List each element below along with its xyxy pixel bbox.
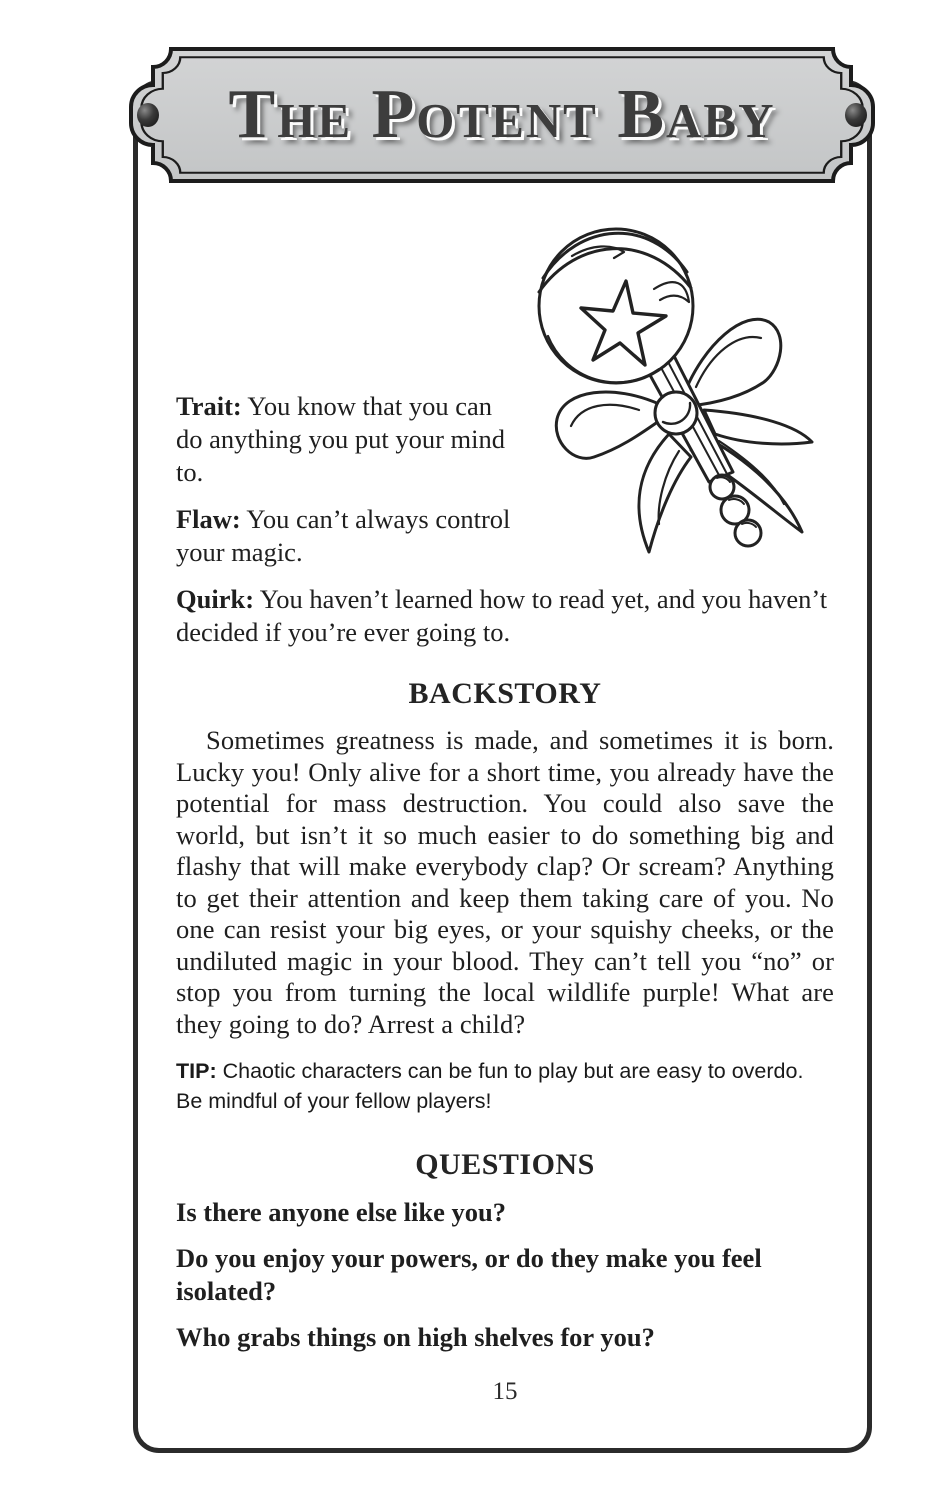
title-plaque	[118, 45, 886, 185]
question-item: Do you enjoy your powers, or do they make you feel isolated?	[176, 1243, 762, 1306]
rivet-left-icon	[137, 103, 159, 127]
ribbon-tail-down-left	[639, 434, 691, 552]
content-column	[176, 190, 834, 1367]
ribbon-tail-right-horn	[704, 410, 812, 444]
trait-label: Trait:	[176, 391, 242, 421]
trait-text: You know that you can do anything you put your mind to.	[176, 391, 506, 487]
page-title: The Potent Baby	[228, 76, 776, 153]
page-number: 15	[492, 1378, 518, 1405]
bow-knot	[655, 392, 697, 434]
rattle-illustration	[534, 214, 834, 562]
tip-text: Chaotic characters can be fun to play but are easy to overdo. Be mindful of your fellow players!	[176, 1059, 804, 1113]
backstory-paragraph: Sometimes greatness is made, and sometimes it is born. Lucky you! Only alive for a short time, you already have the potential for mass destruction. You could also save the world, but isn’t it so much easier to do something big and flashy that will make everybody clap? Or scream? Anything to get their attention and keep them taking care of you. No one can resist your big eyes, or your squishy cheeks, or the undiluted magic in your blood. They can’t tell you “no” or stop you from turning the local wildlife purple! What are they going to do? Arrest a child?	[176, 725, 834, 1039]
tip-label: TIP:	[176, 1059, 217, 1083]
rivet-right-icon	[845, 103, 867, 127]
flaw-label: Flaw:	[176, 504, 241, 534]
tip-note	[176, 1056, 834, 1116]
bow-loop-right	[684, 319, 781, 406]
quirk-item	[176, 583, 834, 649]
backstory-heading: BACKSTORY	[408, 677, 602, 710]
quirk-label: Quirk:	[176, 584, 255, 614]
quirk-text: You haven’t learned how to read yet, and you haven’t decided if you’re ever going to.	[176, 584, 828, 647]
question-item: Who grabs things on high shelves for you?	[176, 1322, 655, 1352]
question-item: Is there anyone else like you?	[176, 1197, 507, 1227]
flaw-text: You can’t always control your magic.	[176, 504, 511, 567]
questions-heading: QUESTIONS	[415, 1148, 595, 1181]
